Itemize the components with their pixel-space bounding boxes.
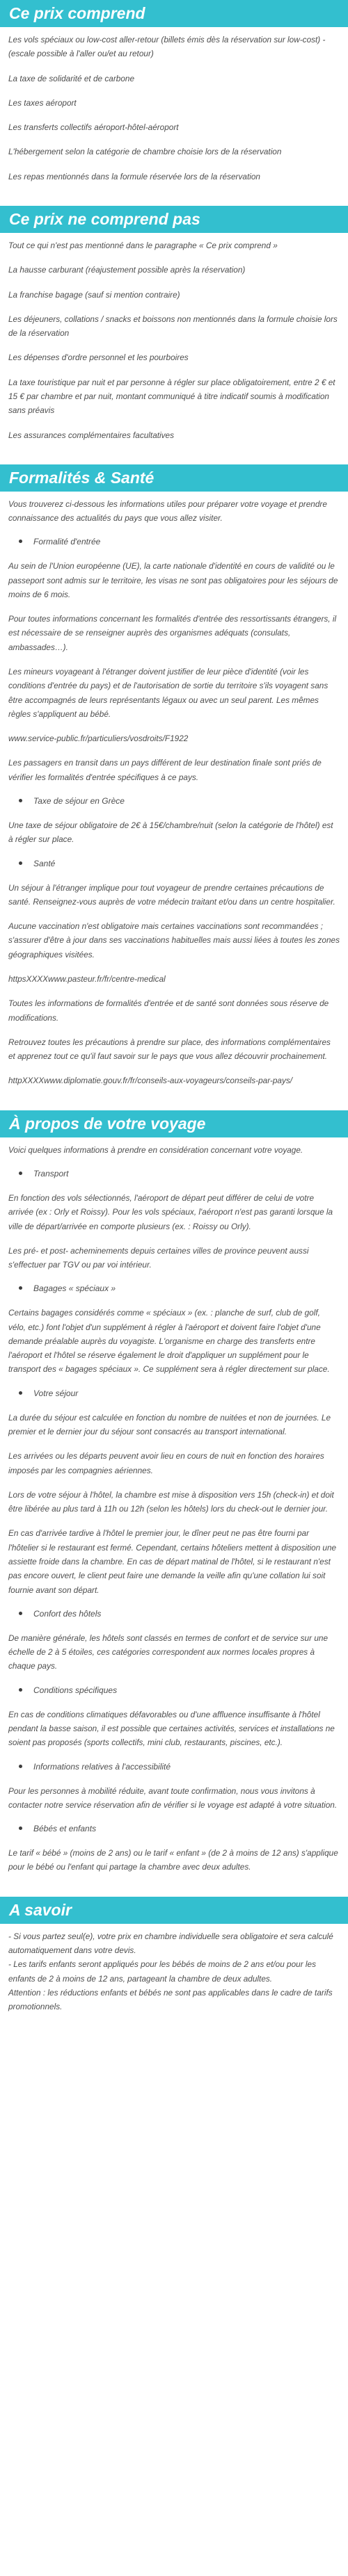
bullet-icon	[19, 1612, 22, 1615]
paragraph: Les repas mentionnés dans la formule réservée lors de la réservation	[8, 171, 260, 181]
list-item	[33, 857, 340, 870]
section-title: À propos de votre voyage	[0, 1110, 348, 1137]
section-formalites-sante	[0, 464, 348, 1088]
paragraph: La hausse carburant (réajustement possible après la réservation)	[8, 265, 246, 275]
section-a-savoir	[0, 1897, 348, 2014]
bullet-list	[0, 1387, 348, 1400]
section-title: Formalités & Santé	[0, 464, 348, 492]
paragraph: La franchise bagage (sauf si mention contraire)	[8, 289, 180, 300]
paragraph: Retrouvez toutes les précautions à prendre sur place, des informations complémentaires et apprenez tout ce qu'il faut savoir sur le pays que vous allez découvrir prochainement.	[8, 1037, 331, 1062]
paragraph: De manière générale, les hôtels sont classés en termes de confort et de service sur une échelle de 2 à 5 étoiles, ces catégories correspondent aux normes locales propres à chaque pays.	[8, 1633, 329, 1671]
list-item	[33, 1282, 340, 1295]
paragraph: Au sein de l'Union européenne (UE), la carte nationale d'identité en cours de validité ou le passeport sont admis sur le territoire, les visas ne sont pas obligatoires pour les séjours de moins de 6 mois.	[8, 561, 338, 599]
paragraph: Les assurances complémentaires facultatives	[8, 430, 175, 440]
paragraph: Vous trouverez ci-dessous les informations utiles pour préparer votre voyage et prendre connaissance des actualités du pays que vous allez visiter.	[8, 499, 327, 524]
bullet-list	[0, 1282, 348, 1295]
paragraph: Certains bagages considérés comme « spéciaux » (ex. : planche de surf, club de golf, vélo, etc.) font l'objet d'un supplément à régler à l'aéroport et doivent faire l'objet d'une demande préalable auprès du voyagiste. L'organisme en charge des transferts entre l'aéroport et l'hôtel se réserve également le droit d'appliquer un supplément pour le transport des « bagages spéciaux ». Ce supplément sera à régler directement sur place.	[8, 1308, 330, 1375]
paragraph: Le tarif « bébé » (moins de 2 ans) ou le tarif « enfant » (de 2 à moins de 12 ans) s'applique pour le bébé ou l'enfant qui partage la chambre avec deux adultes.	[8, 1848, 338, 1872]
section-a-propos-de-votre-voyage	[0, 1110, 348, 1874]
list-item-text: Bagages « spéciaux »	[33, 1283, 116, 1294]
paragraph: La durée du séjour est calculée en fonction du nombre de nuitées et non de journées. Le premier et le dernier jour du séjour sont consacrés au transport international.	[8, 1412, 331, 1437]
paragraph: En cas d'arrivée tardive à l'hôtel le premier jour, le dîner peut ne pas être fourni par l'hôtelier si le restaurant est fermé. Cependant, certains hôteliers mettent à disposition une assiette froide dans la chambre. En cas de départ matinal de l'hôtel, si le restaurant n'est pas encore ouvert, le client peut faire une demande la veille afin qu'une collation lui soit fournie avant son départ.	[8, 1528, 337, 1595]
list-item	[33, 1167, 340, 1180]
paragraph: En cas de conditions climatiques défavorables ou d'une affluence insuffisante à l'hôtel pendant la basse saison, il est possible que certaines activités, services et installations ne soient pas proposés (sports collectifs, mini club, restaurants, piscines, etc.).	[8, 1709, 335, 1748]
list-item-text: Confort des hôtels	[33, 1608, 102, 1619]
list-item-text: Bébés et enfants	[33, 1824, 97, 1834]
paragraph: L'hébergement selon la catégorie de chambre choisie lors de la réservation	[8, 147, 282, 157]
bullet-icon	[19, 540, 22, 543]
list-item-text: Votre séjour	[33, 1388, 79, 1398]
list-item-text: Taxe de séjour en Grèce	[33, 796, 125, 806]
paragraph: Les transferts collectifs aéroport-hôtel-aéroport	[8, 122, 179, 133]
list-item	[33, 1607, 340, 1620]
paragraph: En fonction des vols sélectionnés, l'aéroport de départ peut différer de celui de votre arrivée (ex : Orly et Roissy). Pour les vols spéciaux, l'aéroport n'est pas garanti lorsque la ville de départ/arrivée en comporte plusieurs (ex. : Roissy ou Orly).	[8, 1192, 333, 1231]
bullet-icon	[19, 799, 22, 802]
bullet-list	[0, 1760, 348, 1773]
bullet-icon	[19, 1688, 22, 1692]
bullet-icon	[19, 1765, 22, 1768]
bullet-list	[0, 795, 348, 807]
paragraph: Toutes les informations de formalités d'entrée et de santé sont données sous réserve de modifications.	[8, 998, 329, 1023]
paragraph: Les arrivées ou les départs peuvent avoir lieu en cours de nuit en fonction des horaires imposés par les compagnies aériennes.	[8, 1451, 324, 1475]
list-item	[33, 1760, 340, 1773]
paragraph: Les passagers en transit dans un pays différent de leur destination finale sont priés de vérifier les formalités d'entrée spécifiques à ce pays.	[8, 758, 322, 782]
bullet-list	[0, 1822, 348, 1835]
paragraph: httpsXXXXwww.pasteur.fr/fr/centre-medical	[8, 973, 166, 984]
list-item	[33, 1387, 340, 1400]
paragraph: Les taxes aéroport	[8, 97, 77, 108]
paragraph: La taxe touristique par nuit et par personne à régler sur place obligatoirement, entre 2 € et 15 € par chambre et par nuit, montant communiqué à titre indicatif soumis à modification sans préavis	[8, 377, 335, 416]
bullet-icon	[19, 1391, 22, 1395]
bullet-list	[0, 1167, 348, 1180]
list-item	[33, 795, 340, 807]
paragraph: - Si vous partez seul(e), votre prix en chambre individuelle sera obligatoire et sera calculé automatiquement dans votre devis. - Les tarifs enfants seront appliqués pour les bébés de moins de 2 ans et/ou pour les enfants de 2 à moins de 12 ans, partageant la chambre de deux adultes. Attention : les réductions enfants et bébés ne sont pas applicables dans le cadre de tarifs promotionnels.	[8, 1931, 333, 2012]
list-item-text: Santé	[33, 858, 56, 868]
list-item	[33, 535, 340, 548]
paragraph: Une taxe de séjour obligatoire de 2€ à 15€/chambre/nuit (selon la catégorie de l'hôtel) est à régler sur place.	[8, 820, 333, 845]
list-item-text: Transport	[33, 1168, 69, 1178]
section-title: Ce prix ne comprend pas	[0, 206, 348, 233]
bullet-list	[0, 535, 348, 548]
paragraph: Les mineurs voyageant à l'étranger doivent justifier de leur pièce d'identité (voir les conditions d'entrée du pays) et de l'autorisation de sortie du territoire s'ils voyagent sans être accompagnés de leurs représentants légaux ou avec un seul parent. Les mêmes règles s'appliquent au bébé.	[8, 667, 329, 719]
paragraph: www.service-public.fr/particuliers/vosdroits/F1922	[8, 734, 189, 744]
paragraph: httpXXXXwww.diplomatie.gouv.fr/fr/conseils-aux-voyageurs/conseils-par-pays/	[8, 1076, 293, 1086]
section-ce-prix-ne-comprend-pas	[0, 206, 348, 442]
paragraph: Aucune vaccination n'est obligatoire mais certaines vaccinations sont recommandées ; s'assurer d'être à jour dans ses vaccinations habituelles mais aussi liées à toutes les zones géographiques visitées.	[8, 921, 340, 959]
paragraph: Voici quelques informations à prendre en considération concernant votre voyage.	[8, 1144, 303, 1155]
section-title: Ce prix comprend	[0, 0, 348, 27]
section-title: A savoir	[0, 1897, 348, 1924]
bullet-list	[0, 857, 348, 870]
paragraph: Les dépenses d'ordre personnel et les pourboires	[8, 353, 189, 363]
list-item	[33, 1822, 340, 1835]
bullet-icon	[19, 1826, 22, 1830]
section-ce-prix-comprend	[0, 0, 348, 184]
paragraph: Lors de votre séjour à l'hôtel, la chambre est mise à disposition vers 15h (check-in) et doit être libérée au plus tard à 11h ou 12h (selon les hôtels) lors du check-out le dernier jour.	[8, 1489, 334, 1514]
bullet-list	[0, 1684, 348, 1696]
bullet-icon	[19, 1172, 22, 1175]
list-item	[33, 1684, 340, 1696]
paragraph: Les déjeuners, collations / snacks et boissons non mentionnés dans la formule choisie lors de la réservation	[8, 314, 338, 339]
paragraph: Un séjour à l'étranger implique pour tout voyageur de prendre certaines précautions de santé. Renseignez-vous auprès de votre médecin traitant et/ou dans un centre hospitalier.	[8, 882, 335, 907]
paragraph: Les vols spéciaux ou low-cost aller-retour (billets émis dès la réservation sur low-cost) - (escale possible à l'aller ou/et au retour)	[8, 35, 326, 59]
list-item-text: Conditions spécifiques	[33, 1685, 118, 1695]
paragraph: Tout ce qui n'est pas mentionné dans le paragraphe « Ce prix comprend »	[8, 240, 278, 250]
paragraph: Pour les personnes à mobilité réduite, avant toute confirmation, nous vous invitons à contacter notre service réservation afin de vérifier si le voyage est adapté à votre situation.	[8, 1785, 338, 1810]
bullet-list	[0, 1607, 348, 1620]
list-item-text: Informations relatives à l'accessibilité	[33, 1761, 171, 1772]
list-item-text: Formalité d'entrée	[33, 537, 101, 547]
bullet-icon	[19, 861, 22, 865]
paragraph: Pour toutes informations concernant les formalités d'entrée des ressortissants étrangers, il est nécessaire de se renseigner auprès des organismes adéquats (consulats, ambassades…).	[8, 614, 337, 652]
paragraph: Les pré- et post- acheminements depuis certaines villes de province peuvent aussi s'effectuer par TGV ou par voi intérieur.	[8, 1245, 309, 1270]
bullet-icon	[19, 1286, 22, 1290]
paragraph: La taxe de solidarité et de carbone	[8, 73, 135, 83]
